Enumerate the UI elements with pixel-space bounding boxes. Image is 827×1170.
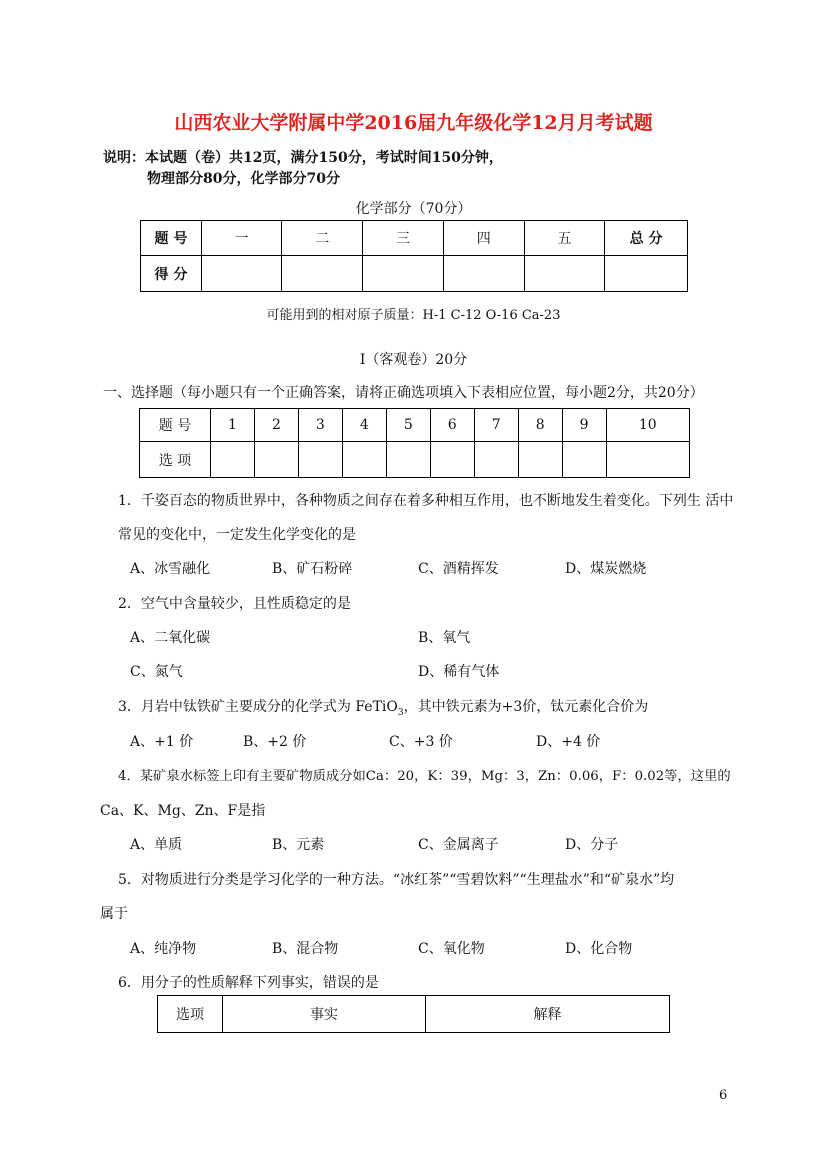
question-4-option-c[interactable]: C、金属离子 (418, 837, 499, 853)
question-1-option-d[interactable]: D、煤炭燃烧 (565, 561, 647, 577)
question-2: 2．空气中含量较少，且性质稳定的是 (118, 596, 351, 612)
answer-cell[interactable] (562, 442, 606, 478)
score-header-cell: 四 (443, 221, 524, 256)
answer-cell[interactable] (254, 442, 298, 478)
question-4-line-1: 4．某矿泉水标签上印有主要矿物质成分如Ca：20，K：39，Mg：3，Zn：0.06，F：0.02等，这里的 (118, 769, 731, 784)
score-cell[interactable] (443, 256, 524, 292)
document-title: 山西农业大学附属中学2016届九年级化学12月月考试题 (174, 112, 653, 134)
score-row-label: 得 分 (141, 256, 202, 292)
exam-note-line-1: 说明：本试题（卷）共12页，满分150分，考试时间150分钟， (103, 150, 503, 166)
answer-cell[interactable] (386, 442, 430, 478)
section1-instruction: 一、选择题（每小题只有一个正确答案，请将正确选项填入下表相应位置，每小题2分，共20分） (103, 385, 704, 401)
question-3-option-d[interactable]: D、+4 价 (536, 734, 601, 750)
answer-cell[interactable] (430, 442, 474, 478)
question-5-option-a[interactable]: A、纯净物 (130, 941, 197, 957)
score-cell[interactable] (363, 256, 444, 292)
question-3-text-pre: 3．月岩中钛铁矿主要成分的化学式为 FeTiO (118, 699, 398, 715)
score-header-cell: 总 分 (605, 221, 688, 256)
answer-number: 2 (254, 409, 298, 442)
answer-cell[interactable] (474, 442, 518, 478)
score-cell[interactable] (524, 256, 605, 292)
score-cell[interactable] (201, 256, 282, 292)
question-3-option-a[interactable]: A、+1 价 (130, 734, 194, 750)
question-2-option-a[interactable]: A、二氧化碳 (130, 630, 211, 646)
question-3-text-post: ，其中铁元素为+3价，钛元素化合价为 (403, 699, 649, 715)
score-cell[interactable] (605, 256, 688, 292)
answer-cell[interactable] (606, 442, 689, 478)
question-5-line-2: 属于 (100, 906, 128, 922)
question-1-option-b[interactable]: B、矿石粉碎 (272, 561, 353, 577)
question-2-option-c[interactable]: C、氮气 (130, 664, 183, 680)
atomic-mass-note: 可能用到的相对原子质量：H-1 C-12 O-16 Ca-23 (266, 308, 561, 323)
answer-cell[interactable] (342, 442, 386, 478)
question-4-option-a[interactable]: A、单质 (130, 837, 183, 853)
answer-number: 4 (342, 409, 386, 442)
score-cell[interactable] (282, 256, 363, 292)
answer-cell[interactable] (518, 442, 562, 478)
q6-header-option: 选项 (158, 996, 223, 1033)
answer-number: 8 (518, 409, 562, 442)
question-4-line-2: Ca、K、Mg、Zn、F是指 (100, 803, 266, 819)
answer-number: 6 (430, 409, 474, 442)
question-5-option-b[interactable]: B、混合物 (272, 941, 339, 957)
answer-cell[interactable] (211, 442, 255, 478)
part1-caption: Ⅰ（客观卷）20分 (359, 352, 468, 368)
answer-row-label: 选 项 (140, 442, 211, 478)
score-header-cell: 一 (201, 221, 282, 256)
question-3-subscript: 3 (397, 707, 404, 718)
question-5-option-c[interactable]: C、氧化物 (418, 941, 485, 957)
question-2-option-b[interactable]: B、氧气 (418, 630, 471, 646)
question-6-table (157, 995, 670, 1033)
page-number: 6 (719, 1088, 728, 1103)
question-5-option-d[interactable]: D、化合物 (565, 941, 633, 957)
answer-number: 7 (474, 409, 518, 442)
answer-header-label: 题 号 (140, 409, 211, 442)
q6-header-fact: 事实 (223, 996, 426, 1033)
question-1-option-a[interactable]: A、冰雪融化 (130, 561, 211, 577)
question-4-option-b[interactable]: B、元素 (272, 837, 325, 853)
question-5-line-1: 5．对物质进行分类是学习化学的一种方法。“冰红茶”“雪碧饮料”“生理盐水”和“矿泉水”均 (118, 872, 675, 888)
score-header-cell: 二 (282, 221, 363, 256)
question-1-option-c[interactable]: C、酒精挥发 (418, 561, 499, 577)
question-1-line-1: 1．千姿百态的物质世界中，各种物质之间存在着多种相互作用，也不断地发生着变化。下列生 活中 (118, 493, 734, 509)
answer-number: 10 (606, 409, 689, 442)
answer-number: 1 (211, 409, 255, 442)
score-header-cell: 题 号 (141, 221, 202, 256)
score-header-cell: 五 (524, 221, 605, 256)
answer-number: 5 (386, 409, 430, 442)
question-2-option-d[interactable]: D、稀有气体 (418, 664, 500, 680)
answer-cell[interactable] (298, 442, 342, 478)
question-1-line-2: 常见的变化中，一定发生化学变化的是 (118, 527, 356, 543)
q6-header-explanation: 解释 (426, 996, 670, 1033)
answer-table (139, 408, 690, 478)
score-table (140, 220, 688, 292)
exam-note-line-2: 物理部分80分，化学部分70分 (147, 171, 340, 187)
section-caption: 化学部分（70分） (355, 201, 472, 217)
question-3 (118, 696, 648, 718)
question-6: 6．用分子的性质解释下列事实，错误的是 (118, 975, 379, 991)
score-header-cell: 三 (363, 221, 444, 256)
answer-number: 3 (298, 409, 342, 442)
question-3-option-c[interactable]: C、+3 价 (389, 734, 453, 750)
answer-number: 9 (562, 409, 606, 442)
question-4-option-d[interactable]: D、分子 (565, 837, 619, 853)
question-3-option-b[interactable]: B、+2 价 (243, 734, 307, 750)
